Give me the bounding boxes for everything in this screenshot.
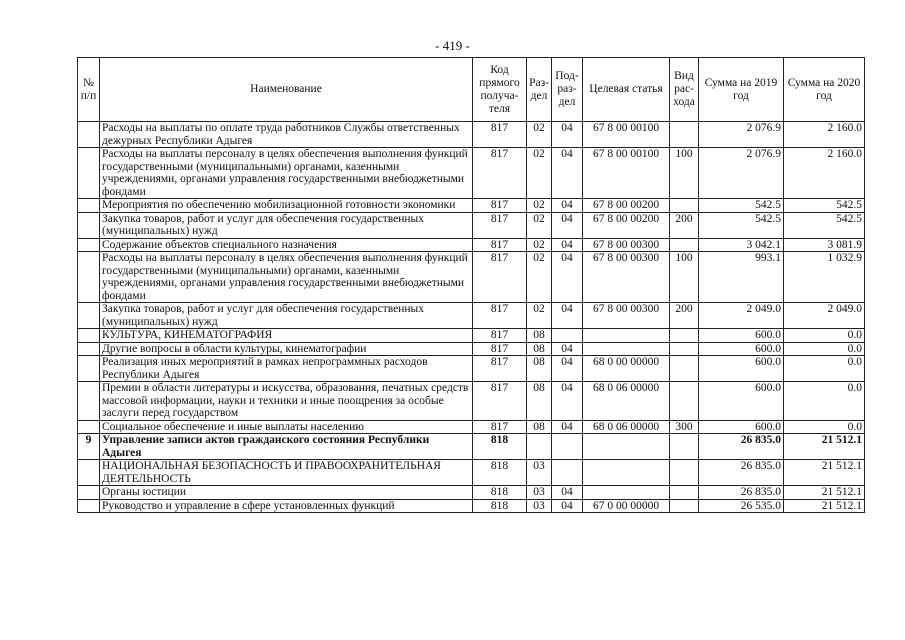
cell-sum-2019: 600.0 <box>699 382 784 421</box>
cell-subsection: 04 <box>552 303 583 329</box>
cell-section: 08 <box>527 329 552 343</box>
cell-sum-2019: 26 835.0 <box>699 460 784 486</box>
cell-section: 02 <box>527 238 552 252</box>
cell-sum-2019: 542.5 <box>699 199 784 213</box>
table-row <box>78 122 865 148</box>
header-sum-2020: Сумма на 2020 год <box>784 58 865 122</box>
cell-name: Реализация иных мероприятий в рамках непрограммных расходов Республики Адыгея <box>100 356 473 382</box>
table-body <box>78 122 865 513</box>
cell-target: 67 8 00 00200 <box>583 212 670 238</box>
cell-target: 67 8 00 00300 <box>583 303 670 329</box>
cell-target: 67 8 00 00200 <box>583 199 670 213</box>
cell-sum-2020: 0.0 <box>784 342 865 356</box>
table-row <box>78 382 865 421</box>
table-row <box>78 356 865 382</box>
cell-num <box>78 122 100 148</box>
cell-expense: 100 <box>670 148 699 199</box>
cell-sum-2019: 26 835.0 <box>699 434 784 460</box>
cell-expense <box>670 499 699 513</box>
cell-target: 68 0 06 00000 <box>583 382 670 421</box>
cell-sum-2020: 542.5 <box>784 199 865 213</box>
cell-sum-2019: 3 042.1 <box>699 238 784 252</box>
cell-sum-2019: 600.0 <box>699 329 784 343</box>
cell-expense <box>670 382 699 421</box>
cell-code: 817 <box>473 303 527 329</box>
cell-subsection: 04 <box>552 252 583 303</box>
cell-name: Содержание объектов специального назначения <box>100 238 473 252</box>
cell-expense <box>670 486 699 500</box>
cell-code: 817 <box>473 122 527 148</box>
cell-sum-2020: 0.0 <box>784 382 865 421</box>
cell-sum-2019: 26 535.0 <box>699 499 784 513</box>
cell-name: НАЦИОНАЛЬНАЯ БЕЗОПАСНОСТЬ И ПРАВООХРАНИТЕЛЬНАЯ ДЕЯТЕЛЬНОСТЬ <box>100 460 473 486</box>
cell-target: 68 0 06 00000 <box>583 420 670 434</box>
cell-expense: 200 <box>670 303 699 329</box>
table-row <box>78 434 865 460</box>
cell-target <box>583 486 670 500</box>
cell-code: 818 <box>473 460 527 486</box>
cell-name: Расходы на выплаты по оплате труда работников Службы ответственных дежурных Республики Адыгея <box>100 122 473 148</box>
cell-target <box>583 460 670 486</box>
cell-sum-2019: 26 835.0 <box>699 486 784 500</box>
cell-code: 817 <box>473 356 527 382</box>
cell-expense: 200 <box>670 212 699 238</box>
cell-sum-2019: 2 076.9 <box>699 122 784 148</box>
cell-sum-2020: 1 032.9 <box>784 252 865 303</box>
cell-sum-2020: 21 512.1 <box>784 434 865 460</box>
cell-sum-2020: 2 160.0 <box>784 148 865 199</box>
cell-num <box>78 382 100 421</box>
cell-subsection: 04 <box>552 486 583 500</box>
cell-section: 02 <box>527 303 552 329</box>
cell-code: 818 <box>473 434 527 460</box>
cell-expense <box>670 329 699 343</box>
cell-name: Руководство и управление в сфере установленных функций <box>100 499 473 513</box>
cell-sum-2020: 21 512.1 <box>784 499 865 513</box>
cell-sum-2019: 2 076.9 <box>699 148 784 199</box>
table-row <box>78 329 865 343</box>
cell-sum-2019: 600.0 <box>699 342 784 356</box>
header-subsection: Под-раз-дел <box>552 58 583 122</box>
cell-subsection: 04 <box>552 356 583 382</box>
cell-target: 67 8 00 00300 <box>583 238 670 252</box>
cell-section: 02 <box>527 122 552 148</box>
cell-code: 817 <box>473 329 527 343</box>
table-row <box>78 460 865 486</box>
cell-code: 818 <box>473 499 527 513</box>
cell-num <box>78 499 100 513</box>
cell-name: Социальное обеспечение и иные выплаты населению <box>100 420 473 434</box>
cell-expense <box>670 342 699 356</box>
cell-target: 67 8 00 00100 <box>583 148 670 199</box>
cell-code: 817 <box>473 238 527 252</box>
cell-subsection: 04 <box>552 342 583 356</box>
budget-table <box>77 57 865 513</box>
cell-target: 67 0 00 00000 <box>583 499 670 513</box>
cell-expense <box>670 356 699 382</box>
cell-num <box>78 420 100 434</box>
cell-subsection <box>552 460 583 486</box>
cell-num: 9 <box>78 434 100 460</box>
cell-sum-2020: 2 160.0 <box>784 122 865 148</box>
cell-expense: 100 <box>670 252 699 303</box>
header-row <box>78 58 865 122</box>
header-expense: Вид рас-хода <box>670 58 699 122</box>
cell-num <box>78 460 100 486</box>
cell-section: 03 <box>527 499 552 513</box>
cell-sum-2019: 993.1 <box>699 252 784 303</box>
cell-sum-2020: 542.5 <box>784 212 865 238</box>
cell-section: 02 <box>527 148 552 199</box>
cell-num <box>78 199 100 213</box>
cell-name: Мероприятия по обеспечению мобилизационной готовности экономики <box>100 199 473 213</box>
cell-expense <box>670 434 699 460</box>
cell-target: 67 8 00 00100 <box>583 122 670 148</box>
cell-sum-2020: 0.0 <box>784 356 865 382</box>
cell-subsection: 04 <box>552 199 583 213</box>
cell-num <box>78 238 100 252</box>
header-section: Раз-дел <box>527 58 552 122</box>
cell-num <box>78 356 100 382</box>
cell-name: Расходы на выплаты персоналу в целях обеспечения выполнения функций государственными (муниципальными) органами, казенными учреждениями, органами управления государственными внебюджетными фондами <box>100 252 473 303</box>
cell-sum-2020: 21 512.1 <box>784 486 865 500</box>
cell-subsection: 04 <box>552 148 583 199</box>
cell-section: 02 <box>527 212 552 238</box>
cell-subsection: 04 <box>552 382 583 421</box>
cell-target <box>583 434 670 460</box>
cell-sum-2020: 0.0 <box>784 420 865 434</box>
cell-expense <box>670 460 699 486</box>
cell-sum-2019: 600.0 <box>699 356 784 382</box>
cell-code: 817 <box>473 199 527 213</box>
cell-subsection: 04 <box>552 122 583 148</box>
cell-subsection: 04 <box>552 420 583 434</box>
cell-sum-2020: 2 049.0 <box>784 303 865 329</box>
cell-name: Закупка товаров, работ и услуг для обеспечения государственных (муниципальных) нужд <box>100 303 473 329</box>
cell-name: Органы юстиции <box>100 486 473 500</box>
table-row <box>78 212 865 238</box>
table-row <box>78 486 865 500</box>
cell-num <box>78 486 100 500</box>
header-num: № п/п <box>78 58 100 122</box>
cell-section: 08 <box>527 342 552 356</box>
cell-num <box>78 303 100 329</box>
cell-name: Закупка товаров, работ и услуг для обеспечения государственных (муниципальных) нужд <box>100 212 473 238</box>
cell-sum-2020: 0.0 <box>784 329 865 343</box>
header-sum-2019: Сумма на 2019 год <box>699 58 784 122</box>
cell-code: 817 <box>473 382 527 421</box>
table-row <box>78 303 865 329</box>
table-row <box>78 199 865 213</box>
cell-num <box>78 148 100 199</box>
cell-num <box>78 342 100 356</box>
cell-target: 67 8 00 00300 <box>583 252 670 303</box>
cell-num <box>78 212 100 238</box>
table-row <box>78 420 865 434</box>
table-row <box>78 499 865 513</box>
cell-subsection: 04 <box>552 238 583 252</box>
cell-sum-2020: 3 081.9 <box>784 238 865 252</box>
cell-section: 02 <box>527 252 552 303</box>
table-row <box>78 148 865 199</box>
cell-name: Премии в области литературы и искусства, образования, печатных средств массовой информации, науки и техники и иные поощрения за особые заслуги перед государством <box>100 382 473 421</box>
cell-section: 08 <box>527 382 552 421</box>
cell-subsection <box>552 434 583 460</box>
cell-target <box>583 342 670 356</box>
cell-subsection <box>552 329 583 343</box>
cell-code: 817 <box>473 212 527 238</box>
cell-subsection: 04 <box>552 499 583 513</box>
cell-num <box>78 252 100 303</box>
cell-section: 02 <box>527 199 552 213</box>
cell-code: 817 <box>473 420 527 434</box>
cell-code: 817 <box>473 148 527 199</box>
cell-name: Расходы на выплаты персоналу в целях обеспечения выполнения функций государственными (муниципальными) органами, казенными учреждениями, органами управления государственными внебюджетными фондами <box>100 148 473 199</box>
cell-target: 68 0 00 00000 <box>583 356 670 382</box>
cell-section: 08 <box>527 420 552 434</box>
header-target: Целевая статья <box>583 58 670 122</box>
header-code: Код прямого получа-теля <box>473 58 527 122</box>
cell-code: 817 <box>473 252 527 303</box>
cell-sum-2019: 600.0 <box>699 420 784 434</box>
cell-expense: 300 <box>670 420 699 434</box>
page-number: - 419 - <box>435 38 470 53</box>
cell-subsection: 04 <box>552 212 583 238</box>
table-row <box>78 238 865 252</box>
cell-target <box>583 329 670 343</box>
cell-section <box>527 434 552 460</box>
header-name: Наименование <box>100 58 473 122</box>
cell-expense <box>670 199 699 213</box>
cell-section: 03 <box>527 460 552 486</box>
cell-name: КУЛЬТУРА, КИНЕМАТОГРАФИЯ <box>100 329 473 343</box>
cell-code: 817 <box>473 342 527 356</box>
cell-section: 03 <box>527 486 552 500</box>
cell-name: Другие вопросы в области культуры, кинематографии <box>100 342 473 356</box>
table-row <box>78 342 865 356</box>
cell-name: Управление записи актов гражданского состояния Республики Адыгея <box>100 434 473 460</box>
cell-sum-2020: 21 512.1 <box>784 460 865 486</box>
cell-sum-2019: 542.5 <box>699 212 784 238</box>
cell-code: 818 <box>473 486 527 500</box>
cell-section: 08 <box>527 356 552 382</box>
table-row <box>78 252 865 303</box>
cell-sum-2019: 2 049.0 <box>699 303 784 329</box>
cell-num <box>78 329 100 343</box>
cell-expense <box>670 122 699 148</box>
cell-expense <box>670 238 699 252</box>
